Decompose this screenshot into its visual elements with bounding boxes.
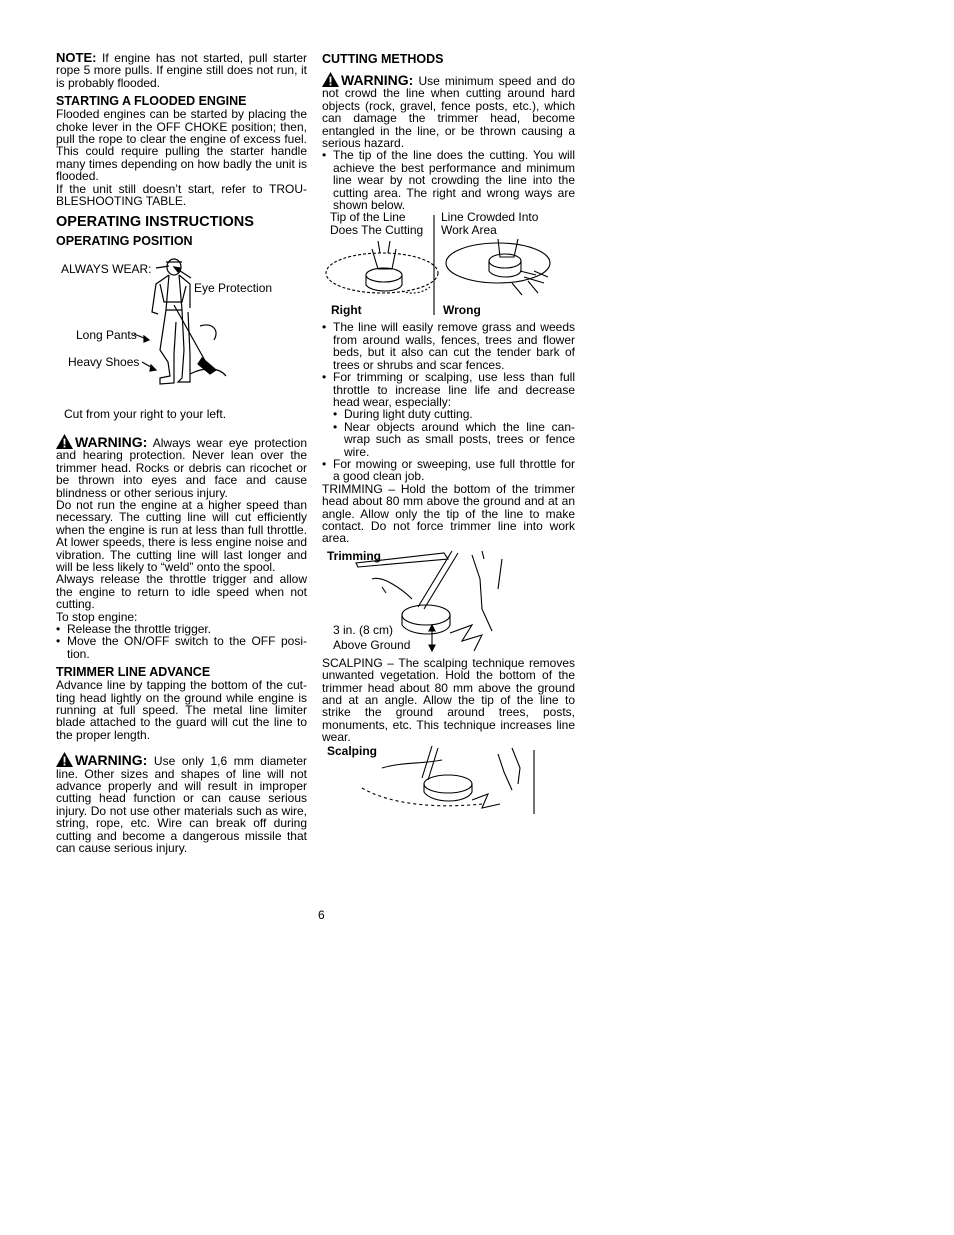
heavy-shoes-label: Heavy Shoes	[68, 355, 140, 370]
warning-line-size	[56, 752, 307, 854]
eye-protection-label: Eye Protection	[194, 281, 273, 296]
operator-illustration	[56, 250, 307, 408]
line-usage-list	[322, 321, 575, 408]
flooded-engine-heading: STARTING A FLOODED ENGINE	[56, 94, 247, 109]
stop-engine-list	[56, 623, 307, 660]
right-label: Right	[331, 303, 362, 318]
trimmer-line-advance-heading: TRIMMER LINE ADVANCE	[56, 665, 211, 680]
trimming-paragraph: TRIMMING – Hold the bottom of the trimmer head about 80 mm above the ground and at an angle. Allow only the tip of the line to make contact. Do not force trimmer line into work area.	[322, 481, 575, 546]
troubleshooting-paragraph: If the unit still doesn’t start, refer to TROUBLESHOOTING TABLE.	[56, 181, 307, 209]
page-number: 6	[318, 908, 325, 922]
throttle-sub-list	[322, 408, 575, 458]
warning-min-speed-text: Use minimum speed and do not crowd the line when cutting around hard objects (rock, gravel, fence posts, etc.), which can damage the trimmer head, become entangled in the line, or be thrown causing a serious hazard.	[322, 74, 575, 151]
list-item: • Near objects around which the line canwrap such as small posts, trees or fence wire.	[322, 421, 575, 458]
note-label: NOTE:	[56, 50, 97, 65]
list-item: • For mowing or sweeping, use full throttle for a good clean job.	[322, 458, 575, 483]
list-item: • Move the ON/OFF switch to the OFF position.	[56, 635, 307, 660]
warning-minimum-speed	[322, 72, 575, 149]
wrong-label: Wrong	[443, 303, 481, 318]
line-advance-paragraph: Advance line by tapping the bottom of the cutting head lightly on the ground while engine is running at full speed. The metal line limiter blade attached to the guard will cut the line to the proper length.	[56, 678, 307, 742]
scalping-illustration	[322, 744, 575, 816]
cut-direction-caption: Cut from your right to your left.	[64, 407, 227, 422]
tip-of-line-list	[322, 149, 575, 211]
list-item: • During light duty cutting.	[322, 408, 575, 420]
engine-speed-paragraph: Do not run the engine at a higher speed than necessary. The cutting line will cut efficiently when the engine is run at less than full throttle. At lower speeds, there is less engine noise and vibration. The cutting line will last longer and will be less likely to “weld” onto the spool.	[56, 497, 307, 574]
operating-instructions-heading: OPERATING INSTRUCTIONS	[56, 214, 254, 231]
tip-of-line-label: Tip of the Line Does The Cutting	[330, 210, 424, 237]
warning-label: WARNING:	[75, 752, 148, 769]
height-label-line1: 3 in. (8 cm)	[333, 622, 394, 637]
trimming-label: Trimming	[327, 548, 382, 563]
long-pants-label: Long Pants	[76, 328, 137, 343]
note-text: If engine has not started, pull starter rope 5 more pulls. If engine still does not run, it is probably flooded.	[56, 51, 307, 90]
scalping-label: Scalping	[327, 743, 378, 758]
release-throttle-paragraph: Always release the throttle trigger and allow the engine to return to idle speed when not cutting.	[56, 572, 307, 612]
operating-position-heading: OPERATING POSITION	[56, 234, 193, 249]
list-item: • The tip of the line does the cutting. You will achieve the best performance and minimum line wear by not crowding the line into the cutting area. The right and wrong ways are shown below.	[322, 149, 575, 211]
list-item: • For trimming or scalping, use less than full throttle to increase line life and decrease head wear, especially:	[322, 371, 575, 408]
always-wear-label: ALWAYS WEAR:	[61, 262, 152, 277]
warning-eye-text: Always wear eye protection and hearing protection. Never lean over the trimmer head. Rocks or debris can ricochet or be thrown into eyes and face and cause blindness or other serious injury.	[56, 435, 307, 500]
stop-engine-paragraph: To stop engine:	[56, 609, 138, 624]
mowing-list	[322, 458, 575, 483]
right-wrong-figure	[322, 211, 575, 319]
warning-eye-protection	[56, 434, 307, 499]
scalping-paragraph: SCALPING – The scalping technique removes unwanted vegetation. Hold the bottom of the trimmer head about 80 mm above the ground and at an angle. Allow the tip of the line to strike the ground around trees, posts, monuments, etc. This technique increases line wear.	[322, 655, 575, 745]
operating-position-figure	[56, 250, 307, 408]
warning-icon	[56, 434, 73, 449]
warning-label: WARNING:	[75, 433, 148, 450]
left-column	[56, 52, 307, 854]
warning-line-text: Use only 1,6 mm diameter line. Other sizes and shapes of line will not advance properly and will result in improper cutting head function or can cause serious injury. Do not use other materials such as wire, string, rope, etc. Wire can break off during cutting and become a dangerous missile that can cause serious injury.	[56, 754, 307, 856]
trimming-illustration	[322, 549, 575, 657]
warning-icon	[322, 72, 339, 87]
scalping-figure	[322, 744, 575, 816]
warning-icon	[56, 752, 73, 767]
list-item: • The line will easily remove grass and weeds from around walls, fences, trees and flower beds, but it also can cut the tender bark of trees or shrubs and scar fences.	[322, 321, 575, 371]
note-paragraph	[56, 52, 307, 89]
right-column	[322, 52, 575, 816]
height-label-line2: Above Ground	[333, 637, 411, 652]
cutting-methods-heading: CUTTING METHODS	[322, 52, 444, 66]
warning-label: WARNING:	[341, 72, 414, 88]
list-item: • Release the throttle trigger.	[56, 623, 307, 635]
right-wrong-illustration	[322, 211, 575, 319]
trimming-figure	[322, 549, 575, 657]
flooded-engine-paragraph: Flooded engines can be started by placing the choke lever in the OFF CHOKE position; then, pull the rope to clear the engine of excess fuel. This could require pulling the starter handle many times depending on how badly the unit is flooded.	[56, 107, 307, 184]
line-crowded-label: Line Crowded Into Work Area	[441, 210, 539, 237]
